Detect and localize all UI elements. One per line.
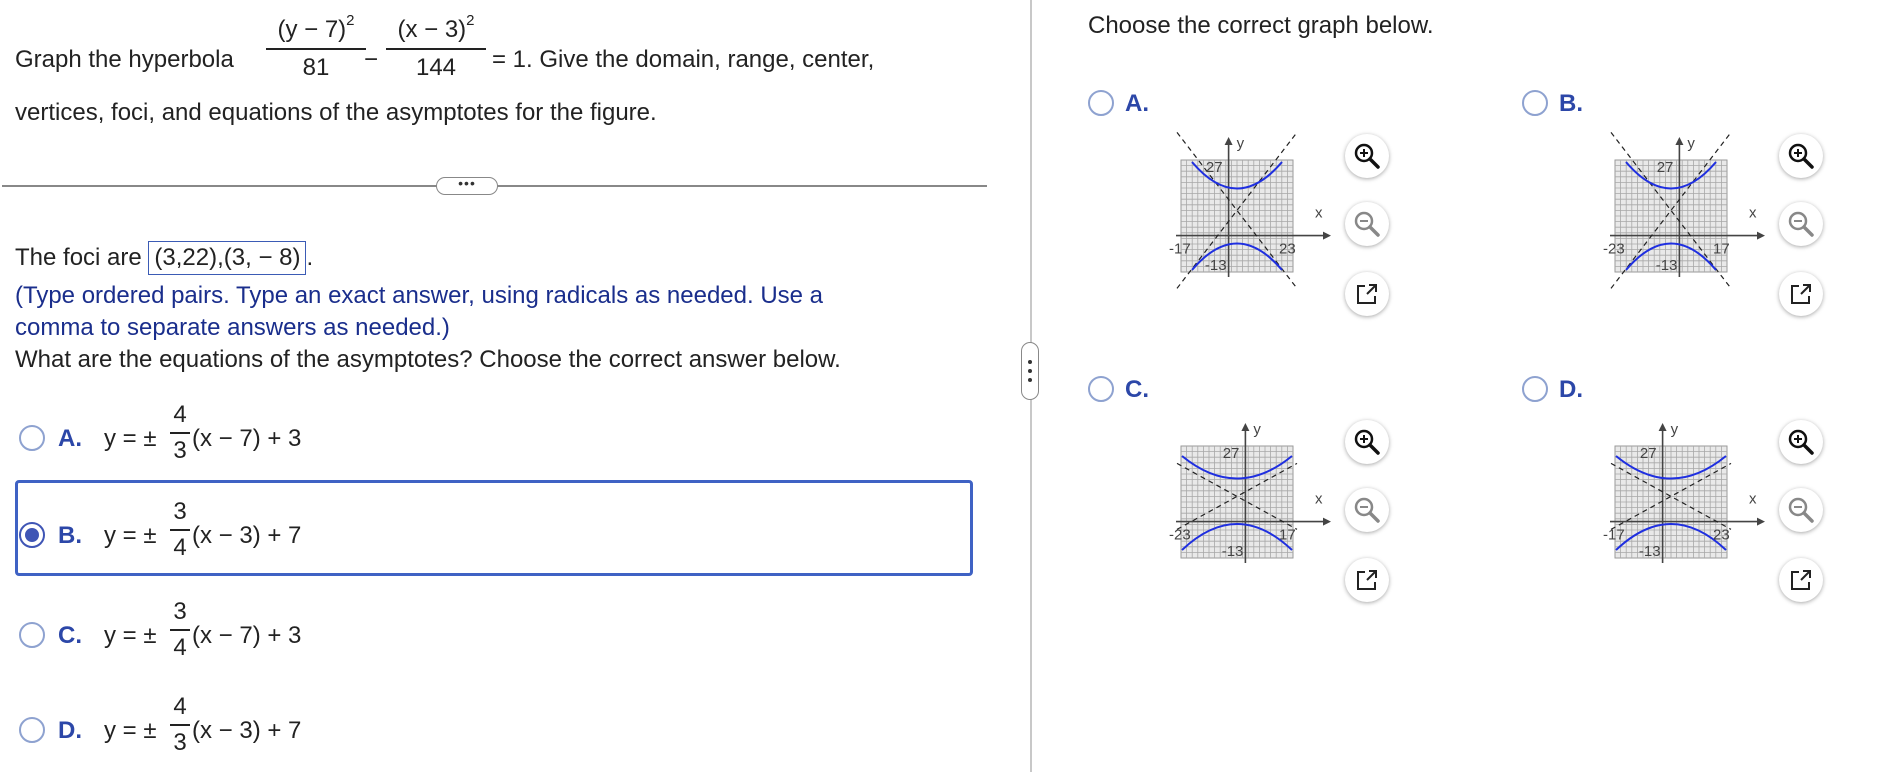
asymptote-question: What are the equations of the asymptotes? Choose the correct answer below. [15,346,841,373]
zoom-in-button[interactable] [1345,420,1389,464]
y-min-label: -13 [1221,543,1244,560]
option-letter: B. [1559,90,1583,117]
option-expression: (x − 7) + 3 [192,622,302,649]
zoom-in-icon [1353,142,1381,170]
hyperbola-graph [1565,416,1765,606]
y-max-label: 27 [1222,445,1240,462]
foci-answer[interactable]: (3,22),(3, − 8) [148,241,306,275]
fraction-denominator: 4 [173,534,187,561]
y-min-label: -13 [1655,257,1678,274]
minus-sign: − [364,46,379,73]
foci-label: The foci are [15,244,142,271]
option-letter: D. [1559,376,1583,403]
fraction-y-denominator: 81 [302,54,330,81]
radio-button[interactable] [1088,90,1114,116]
question-suffix: = 1. Give the domain, range, center, [492,46,875,73]
zoom-in-icon [1787,428,1815,456]
zoom-out-button[interactable] [1779,202,1823,246]
foci-row [15,241,313,275]
radio-button[interactable] [19,425,45,451]
open-new-window-icon [1787,566,1815,594]
y-axis-label: y [1253,421,1261,438]
x-max-label: 23 [1713,526,1730,544]
y-axis-label: y [1236,135,1245,152]
fraction-numerator: 3 [173,598,187,625]
hyperbola-graph [1131,130,1331,320]
fraction-numerator: 3 [173,498,187,525]
option-letter: D. [58,717,82,744]
x-axis-label: x [1749,490,1757,508]
x-min-label: -23 [1603,240,1625,258]
y-max-label: 27 [1205,159,1223,176]
hint-line-2: comma to separate answers as needed.) [15,314,450,341]
zoom-in-button[interactable] [1779,134,1823,178]
open-new-window-button[interactable] [1779,272,1823,316]
answer-hint [15,280,915,344]
option-letter: A. [1125,90,1149,117]
open-new-window-button[interactable] [1345,558,1389,602]
x-min-label: -17 [1169,240,1191,258]
hint-line-1: (Type ordered pairs. Type an exact answer, using radicals as needed. Use a [15,282,824,309]
option-fraction [170,401,190,465]
option-letter: A. [58,425,82,452]
zoom-in-button[interactable] [1779,420,1823,464]
zoom-out-button[interactable] [1345,488,1389,532]
fraction-y-numerator: (y − 7) [277,16,347,43]
option-fraction [170,498,190,562]
zoom-out-icon [1787,210,1815,238]
y-axis-label: y [1687,135,1695,152]
zoom-out-button[interactable] [1779,488,1823,532]
fraction-x [386,12,486,82]
option-expression: (x − 3) + 7 [192,522,302,549]
x-max-label: 17 [1713,240,1730,258]
zoom-in-button[interactable] [1345,134,1389,178]
open-new-window-icon [1787,280,1815,308]
option-letter: B. [58,522,82,549]
open-new-window-icon [1353,280,1381,308]
x-axis-label: x [1315,204,1323,222]
option-fraction [170,598,190,662]
radio-button[interactable] [1088,376,1114,402]
option-expression: (x − 7) + 3 [192,425,302,452]
option-fraction [170,693,190,757]
open-new-window-button[interactable] [1345,272,1389,316]
x-min-label: -17 [1603,526,1625,544]
zoom-out-icon [1353,496,1381,524]
fraction-denominator: 4 [173,634,187,661]
option-letter: C. [58,622,82,649]
y-max-label: 27 [1656,159,1674,176]
radio-button-selected[interactable] [19,522,45,548]
foci-period: . [306,244,314,271]
radio-button[interactable] [19,717,45,743]
hyperbola-graph [1565,130,1765,320]
option-letter: C. [1125,376,1149,403]
graph-prompt: Choose the correct graph below. [1088,12,1434,39]
y-min-label: -13 [1638,543,1661,560]
option-prefix: y = ± [104,522,157,549]
open-new-window-button[interactable] [1779,558,1823,602]
radio-button[interactable] [19,622,45,648]
zoom-out-icon [1787,496,1815,524]
zoom-in-icon [1787,142,1815,170]
exponent: 2 [346,12,355,29]
y-axis-label: y [1670,421,1679,438]
fraction-numerator: 4 [173,401,187,428]
x-axis-label: x [1749,204,1757,222]
fraction-denominator: 3 [173,437,187,464]
hyperbola-graph [1131,416,1331,606]
question-prefix: Graph the hyperbola [15,46,234,73]
x-max-label: 23 [1279,240,1296,258]
exponent: 2 [466,12,475,29]
question-line2: vertices, foci, and equations of the asymptotes for the figure. [15,99,657,126]
x-axis-label: x [1315,490,1323,508]
radio-button[interactable] [1522,90,1548,116]
fraction-x-denominator: 144 [415,54,457,81]
zoom-out-button[interactable] [1345,202,1389,246]
zoom-out-icon [1353,210,1381,238]
panel-resize-handle[interactable] [1021,342,1039,400]
expand-button[interactable]: ••• [436,177,498,195]
option-prefix: y = ± [104,622,157,649]
x-min-label: -23 [1169,526,1191,544]
fraction-denominator: 3 [173,729,187,756]
x-max-label: 17 [1279,526,1296,544]
option-expression: (x − 3) + 7 [192,717,302,744]
zoom-in-icon [1353,428,1381,456]
fraction-y [266,12,366,82]
selected-option-frame [15,480,973,576]
y-max-label: 27 [1639,445,1657,462]
radio-button[interactable] [1522,376,1548,402]
fraction-numerator: 4 [173,693,187,720]
option-prefix: y = ± [104,425,157,452]
open-new-window-icon [1353,566,1381,594]
fraction-x-numerator: (x − 3) [397,16,467,43]
y-min-label: -13 [1204,257,1227,274]
option-prefix: y = ± [104,717,157,744]
